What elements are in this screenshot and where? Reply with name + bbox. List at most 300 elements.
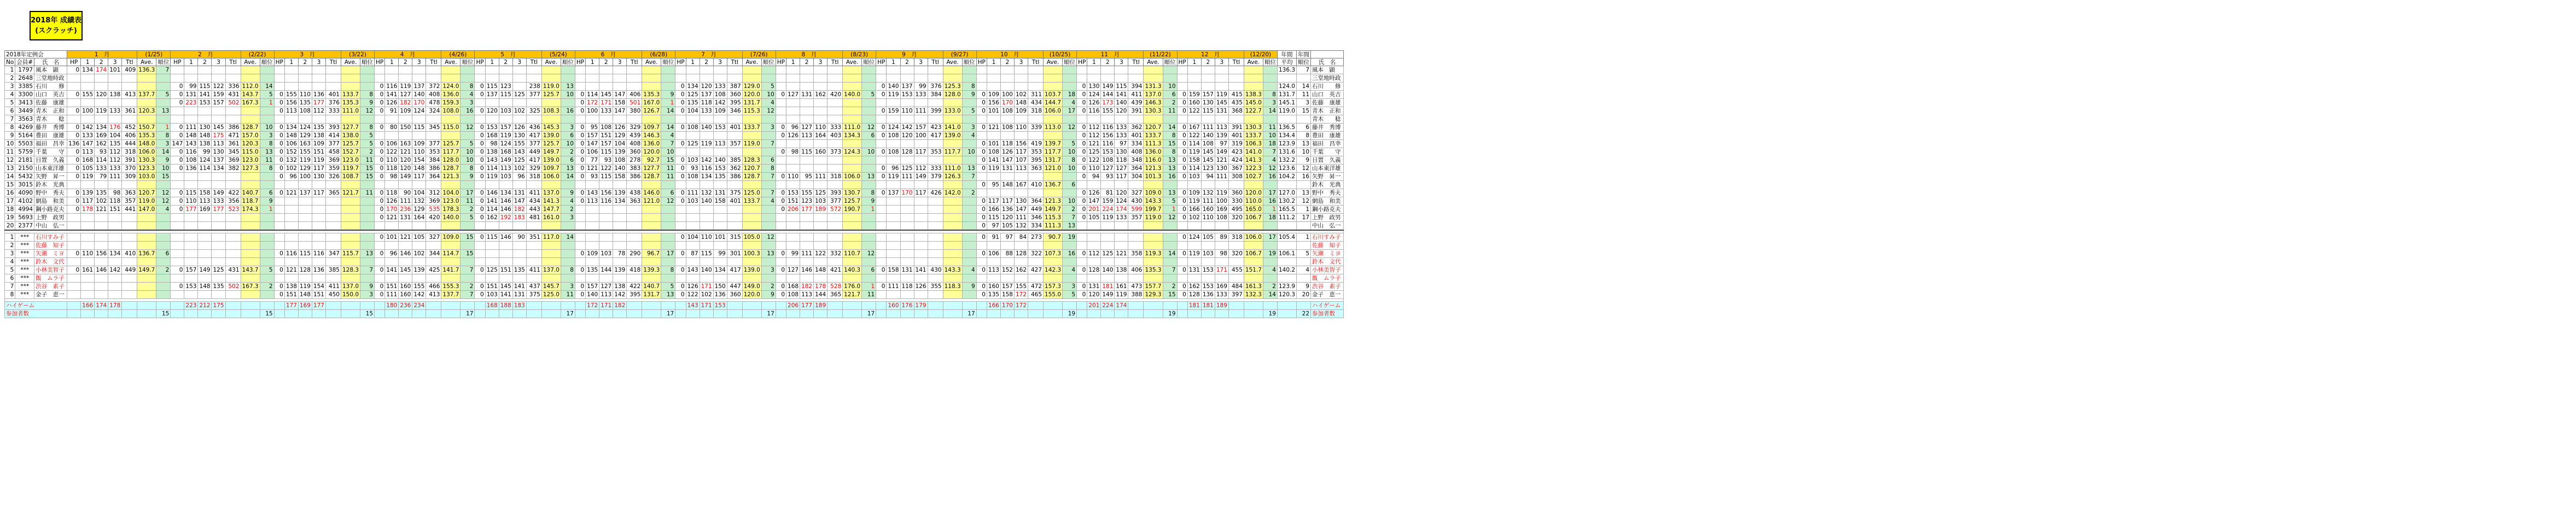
game-1 <box>1087 115 1101 124</box>
game-3: 126 <box>613 124 627 132</box>
handicap: 0 <box>1077 206 1087 214</box>
average: 119.7 <box>341 165 360 173</box>
average: 128.0 <box>943 91 962 99</box>
average <box>241 181 260 189</box>
average <box>642 242 661 250</box>
blank-cell <box>827 302 843 310</box>
handicap: 0 <box>776 206 786 214</box>
average: 123.0 <box>241 156 260 165</box>
game-1 <box>1187 242 1201 250</box>
game-2 <box>1101 242 1115 250</box>
game-2: 148 <box>198 132 212 140</box>
game-2 <box>599 83 613 91</box>
game-3: 115 <box>1115 83 1128 91</box>
blank-cell <box>81 310 95 318</box>
game-2: 105 <box>1000 222 1014 231</box>
average: 176.0 <box>843 283 862 291</box>
handicap <box>776 74 786 83</box>
game-1: 116 <box>184 148 198 156</box>
game-1 <box>987 83 1000 91</box>
handicap: 0 <box>171 91 184 99</box>
handicap <box>976 189 987 197</box>
game-3: 135 <box>108 140 122 148</box>
handicap <box>976 66 987 74</box>
blank-cell <box>1311 51 1344 58</box>
average: 117.7 <box>441 148 461 156</box>
rank: 3 <box>761 266 776 274</box>
rank <box>461 74 475 83</box>
game-3: 147 <box>613 91 627 99</box>
game-3: 113 <box>1215 124 1228 132</box>
rank <box>962 242 976 250</box>
column-header: Ave. <box>541 58 561 66</box>
rank: 15 <box>1163 140 1177 148</box>
game-2 <box>298 206 312 214</box>
game-3 <box>512 115 526 124</box>
handicap: 0 <box>67 148 81 156</box>
rank <box>761 181 776 189</box>
game-3 <box>108 74 122 83</box>
annual-average: 123.9 <box>1277 283 1296 291</box>
game-2: 108 <box>298 107 312 115</box>
game-3 <box>914 242 928 250</box>
game-2: 149 <box>1101 291 1115 299</box>
rank <box>862 83 876 91</box>
game-1: 108 <box>686 173 700 181</box>
game-3 <box>1215 242 1228 250</box>
total: 353 <box>928 148 943 156</box>
game-2: 127 <box>800 124 814 132</box>
game-2: 127 <box>399 91 412 99</box>
handicap: 0 <box>475 107 485 115</box>
total: 357 <box>122 197 137 206</box>
average <box>137 214 156 222</box>
month-name: 11 月 <box>1077 51 1144 58</box>
game-1 <box>887 115 900 124</box>
total <box>1128 222 1144 231</box>
row-number: 3 <box>5 83 15 91</box>
game-1: 91 <box>385 107 399 115</box>
game-2: 133 <box>599 107 613 115</box>
game-1 <box>1087 274 1101 283</box>
handicap <box>1077 258 1087 266</box>
handicap: 0 <box>1177 91 1187 99</box>
column-header: HP <box>1077 58 1087 66</box>
participants-count: 17 <box>461 310 475 318</box>
game-3 <box>512 274 526 283</box>
blank-cell <box>1263 302 1277 310</box>
game-2 <box>298 115 312 124</box>
handicap: 0 <box>171 83 184 91</box>
average: 133.7 <box>1244 132 1263 140</box>
game-2 <box>198 66 212 74</box>
blank-cell <box>627 302 642 310</box>
game-1: 158 <box>1187 156 1201 165</box>
average: 125.7 <box>843 197 862 206</box>
game-1: 113 <box>987 266 1000 274</box>
handicap <box>67 291 81 299</box>
handicap: 0 <box>375 124 385 132</box>
game-3: 104 <box>108 132 122 140</box>
game-1: 108 <box>887 132 900 140</box>
rank <box>561 274 575 283</box>
rank: 9 <box>461 173 475 181</box>
handicap <box>876 206 887 214</box>
blank-cell <box>700 310 713 318</box>
rank: 10 <box>561 91 575 99</box>
game-3: 150 <box>713 283 727 291</box>
average: 130.3 <box>1244 124 1263 132</box>
rank: 14 <box>561 233 575 242</box>
member-name: 佐藤 知子 <box>34 242 67 250</box>
game-3: 171 <box>1215 266 1228 274</box>
game-1 <box>485 222 499 231</box>
game-1 <box>987 242 1000 250</box>
game-2: 142 <box>900 124 914 132</box>
handicap <box>171 233 184 242</box>
high-game-value: 223 <box>184 302 198 310</box>
game-1: 116 <box>1087 107 1101 115</box>
blank-cell <box>943 310 962 318</box>
blank-cell <box>661 302 675 310</box>
member-id: 3385 <box>15 83 34 91</box>
game-3: 182 <box>512 206 526 214</box>
game-2 <box>298 258 312 266</box>
average: 143.3 <box>943 266 962 274</box>
rank <box>360 181 375 189</box>
game-2 <box>499 66 512 74</box>
game-1 <box>987 189 1000 197</box>
total: 501 <box>627 99 642 107</box>
game-1 <box>686 274 700 283</box>
rank <box>561 181 575 189</box>
blank-cell <box>900 310 914 318</box>
member-name: 野中 秀夫 <box>34 189 67 197</box>
total: 315 <box>727 233 742 242</box>
total <box>225 222 241 231</box>
game-3 <box>1115 181 1128 189</box>
blank-cell <box>156 302 171 310</box>
game-2: 131 <box>800 91 814 99</box>
game-3: 169 <box>1215 283 1228 291</box>
handicap <box>375 181 385 189</box>
rank <box>1263 274 1277 283</box>
total <box>827 107 843 115</box>
average: 131.7 <box>1044 156 1063 165</box>
month-name: 2 月 <box>171 51 241 58</box>
game-1: 131 <box>1087 283 1101 291</box>
blank-cell <box>1000 310 1014 318</box>
game-1 <box>586 222 599 231</box>
average <box>341 115 360 124</box>
game-2 <box>298 181 312 189</box>
game-1 <box>786 258 800 266</box>
game-1: 122 <box>385 148 399 156</box>
total <box>225 291 241 299</box>
game-1 <box>184 115 198 124</box>
rank <box>1063 173 1077 181</box>
annual-average: 131.6 <box>1277 148 1296 156</box>
annual-rank <box>1297 258 1311 266</box>
blank-cell <box>742 310 761 318</box>
average: 141.7 <box>441 266 461 274</box>
total <box>325 214 341 222</box>
high-game-value: 172 <box>586 302 599 310</box>
game-2 <box>1000 132 1014 140</box>
game-2 <box>499 115 512 124</box>
game-3 <box>814 181 827 189</box>
average <box>341 222 360 231</box>
average <box>541 250 561 258</box>
rank <box>1163 74 1177 83</box>
average: 111.0 <box>341 107 360 115</box>
blank-cell <box>761 302 776 310</box>
member-id: 4269 <box>15 124 34 132</box>
rank: 11 <box>862 291 876 299</box>
game-3: 111 <box>108 173 122 181</box>
total: 386 <box>627 173 642 181</box>
average: 137.0 <box>541 189 561 197</box>
total: 383 <box>627 165 642 173</box>
average: 125.7 <box>541 91 561 99</box>
total: 290 <box>627 250 642 258</box>
column-header: 3 <box>613 58 627 66</box>
total: 362 <box>1128 124 1144 132</box>
blank-cell <box>426 310 441 318</box>
total <box>1028 189 1044 197</box>
member-name-right: 石川すみ子 <box>1311 233 1344 242</box>
handicap: 0 <box>67 66 81 74</box>
average <box>137 242 156 250</box>
handicap: 0 <box>675 173 686 181</box>
handicap <box>876 74 887 83</box>
game-1: 127 <box>786 266 800 274</box>
game-1 <box>887 66 900 74</box>
blank-cell <box>976 310 987 318</box>
game-3 <box>613 233 627 242</box>
average <box>943 206 962 214</box>
game-1 <box>1187 74 1201 83</box>
game-1: 103 <box>686 197 700 206</box>
game-1 <box>887 291 900 299</box>
game-1: 111 <box>887 283 900 291</box>
game-1 <box>284 214 298 222</box>
game-2 <box>1000 189 1014 197</box>
rank <box>156 274 171 283</box>
game-3 <box>1215 66 1228 74</box>
average <box>441 258 461 266</box>
rank <box>156 214 171 222</box>
total <box>827 165 843 173</box>
game-1 <box>81 83 95 91</box>
game-1: 121 <box>385 214 399 222</box>
average <box>1244 222 1263 231</box>
member-id: *** <box>15 291 34 299</box>
rank: 15 <box>360 173 375 181</box>
average: 144.7 <box>1044 99 1063 107</box>
game-2: 118 <box>1000 140 1014 148</box>
blank-cell <box>485 310 499 318</box>
handicap <box>575 274 585 283</box>
game-3: 124 <box>1115 197 1128 206</box>
average <box>441 74 461 83</box>
month-date: (2/22) <box>241 51 274 58</box>
guest-row <box>5 283 1344 291</box>
handicap: 0 <box>575 91 585 99</box>
rank: 4 <box>661 132 675 140</box>
rank <box>561 99 575 107</box>
average <box>1044 115 1063 124</box>
game-1: 157 <box>586 283 599 291</box>
total: 375 <box>526 291 541 299</box>
total <box>225 66 241 74</box>
total: 395 <box>1028 156 1044 165</box>
rank: 6 <box>761 156 776 165</box>
rank <box>1163 222 1177 231</box>
average: 106.3 <box>1244 140 1263 148</box>
game-2 <box>298 83 312 91</box>
annual-average: 136.3 <box>1277 66 1296 74</box>
member-id: 3015 <box>15 181 34 189</box>
average: 103.7 <box>1044 91 1063 99</box>
row-number: 16 <box>5 189 15 197</box>
column-header: 順位 <box>260 58 274 66</box>
month-header-row <box>5 51 1344 58</box>
total <box>1028 258 1044 266</box>
average <box>642 115 661 124</box>
rank: 11 <box>661 173 675 181</box>
average: 139.0 <box>943 132 962 140</box>
rank: 14 <box>260 83 274 91</box>
game-2 <box>399 115 412 124</box>
game-3: 122 <box>814 250 827 258</box>
game-3: 167 <box>1014 181 1028 189</box>
game-2: 146 <box>95 266 108 274</box>
handicap: 0 <box>675 91 686 99</box>
total <box>1028 173 1044 181</box>
annual-average: 131.7 <box>1277 91 1296 99</box>
annual-rank <box>1297 242 1311 250</box>
blank-cell <box>1244 310 1263 318</box>
rank: 19 <box>1263 250 1277 258</box>
average: 119.0 <box>1144 214 1163 222</box>
game-3 <box>212 291 225 299</box>
game-2: 148 <box>1000 181 1014 189</box>
handicap: 0 <box>475 214 485 222</box>
handicap: 0 <box>976 283 987 291</box>
game-1 <box>284 83 298 91</box>
member-id: *** <box>15 242 34 250</box>
game-2: 145 <box>399 266 412 274</box>
rank: 8 <box>461 83 475 91</box>
game-1 <box>887 214 900 222</box>
month-name: 5 月 <box>475 51 541 58</box>
member-row <box>5 206 1344 214</box>
game-2: 146 <box>499 197 512 206</box>
game-1: 111 <box>184 124 198 132</box>
game-3: 183 <box>512 214 526 222</box>
annual-average: 106.1 <box>1277 250 1296 258</box>
column-header: HP <box>375 58 385 66</box>
game-1: 143 <box>586 189 599 197</box>
game-3: 133 <box>1115 124 1128 132</box>
rank <box>1063 115 1077 124</box>
column-header: 2 <box>399 58 412 66</box>
total <box>1028 115 1044 124</box>
rank: 5 <box>461 214 475 222</box>
average: 145.0 <box>1244 99 1263 107</box>
game-2 <box>499 99 512 107</box>
game-2: 156 <box>599 189 613 197</box>
handicap <box>171 173 184 181</box>
rank: 14 <box>1163 250 1177 258</box>
game-2: 129 <box>298 132 312 140</box>
game-1: 100 <box>586 107 599 115</box>
game-1 <box>786 66 800 74</box>
average <box>1144 181 1163 189</box>
column-header: HP <box>171 58 184 66</box>
handicap <box>274 66 284 74</box>
column-header: Ttl <box>1028 58 1044 66</box>
blank-cell <box>827 310 843 318</box>
game-3 <box>814 242 827 250</box>
game-1 <box>987 274 1000 283</box>
total <box>325 233 341 242</box>
game-2 <box>700 222 713 231</box>
annual-average: 140.2 <box>1277 266 1296 274</box>
game-2 <box>800 258 814 266</box>
game-3 <box>1115 233 1128 242</box>
average <box>843 222 862 231</box>
average <box>642 206 661 214</box>
average: 151.7 <box>1244 266 1263 274</box>
game-1: 134 <box>284 124 298 132</box>
game-2: 160 <box>1201 206 1215 214</box>
average <box>742 115 761 124</box>
rank: 12 <box>862 250 876 258</box>
game-2 <box>800 83 814 91</box>
blank-cell <box>426 302 441 310</box>
game-2: 148 <box>198 283 212 291</box>
average <box>742 181 761 189</box>
game-3: 135 <box>512 266 526 274</box>
handicap <box>274 206 284 214</box>
average: 134.3 <box>843 132 862 140</box>
game-1: 98 <box>485 140 499 148</box>
rank: 1 <box>862 206 876 214</box>
average: 128.7 <box>441 165 461 173</box>
game-2: 152 <box>1000 266 1014 274</box>
average: 120.7 <box>1144 124 1163 132</box>
total: 309 <box>122 173 137 181</box>
average: 111.3 <box>1144 140 1163 148</box>
game-1: 133 <box>81 132 95 140</box>
handicap: 0 <box>171 132 184 140</box>
game-3: 99 <box>914 83 928 91</box>
handicap: 0 <box>475 132 485 140</box>
total: 399 <box>928 107 943 115</box>
total: 391 <box>122 156 137 165</box>
total <box>122 181 137 189</box>
rank: 8 <box>260 140 274 148</box>
game-2 <box>198 173 212 181</box>
game-2 <box>599 274 613 283</box>
average: 125.0 <box>742 189 761 197</box>
game-2 <box>95 83 108 91</box>
game-3: 113 <box>713 140 727 148</box>
rank: 13 <box>561 165 575 173</box>
total: 329 <box>526 165 541 173</box>
